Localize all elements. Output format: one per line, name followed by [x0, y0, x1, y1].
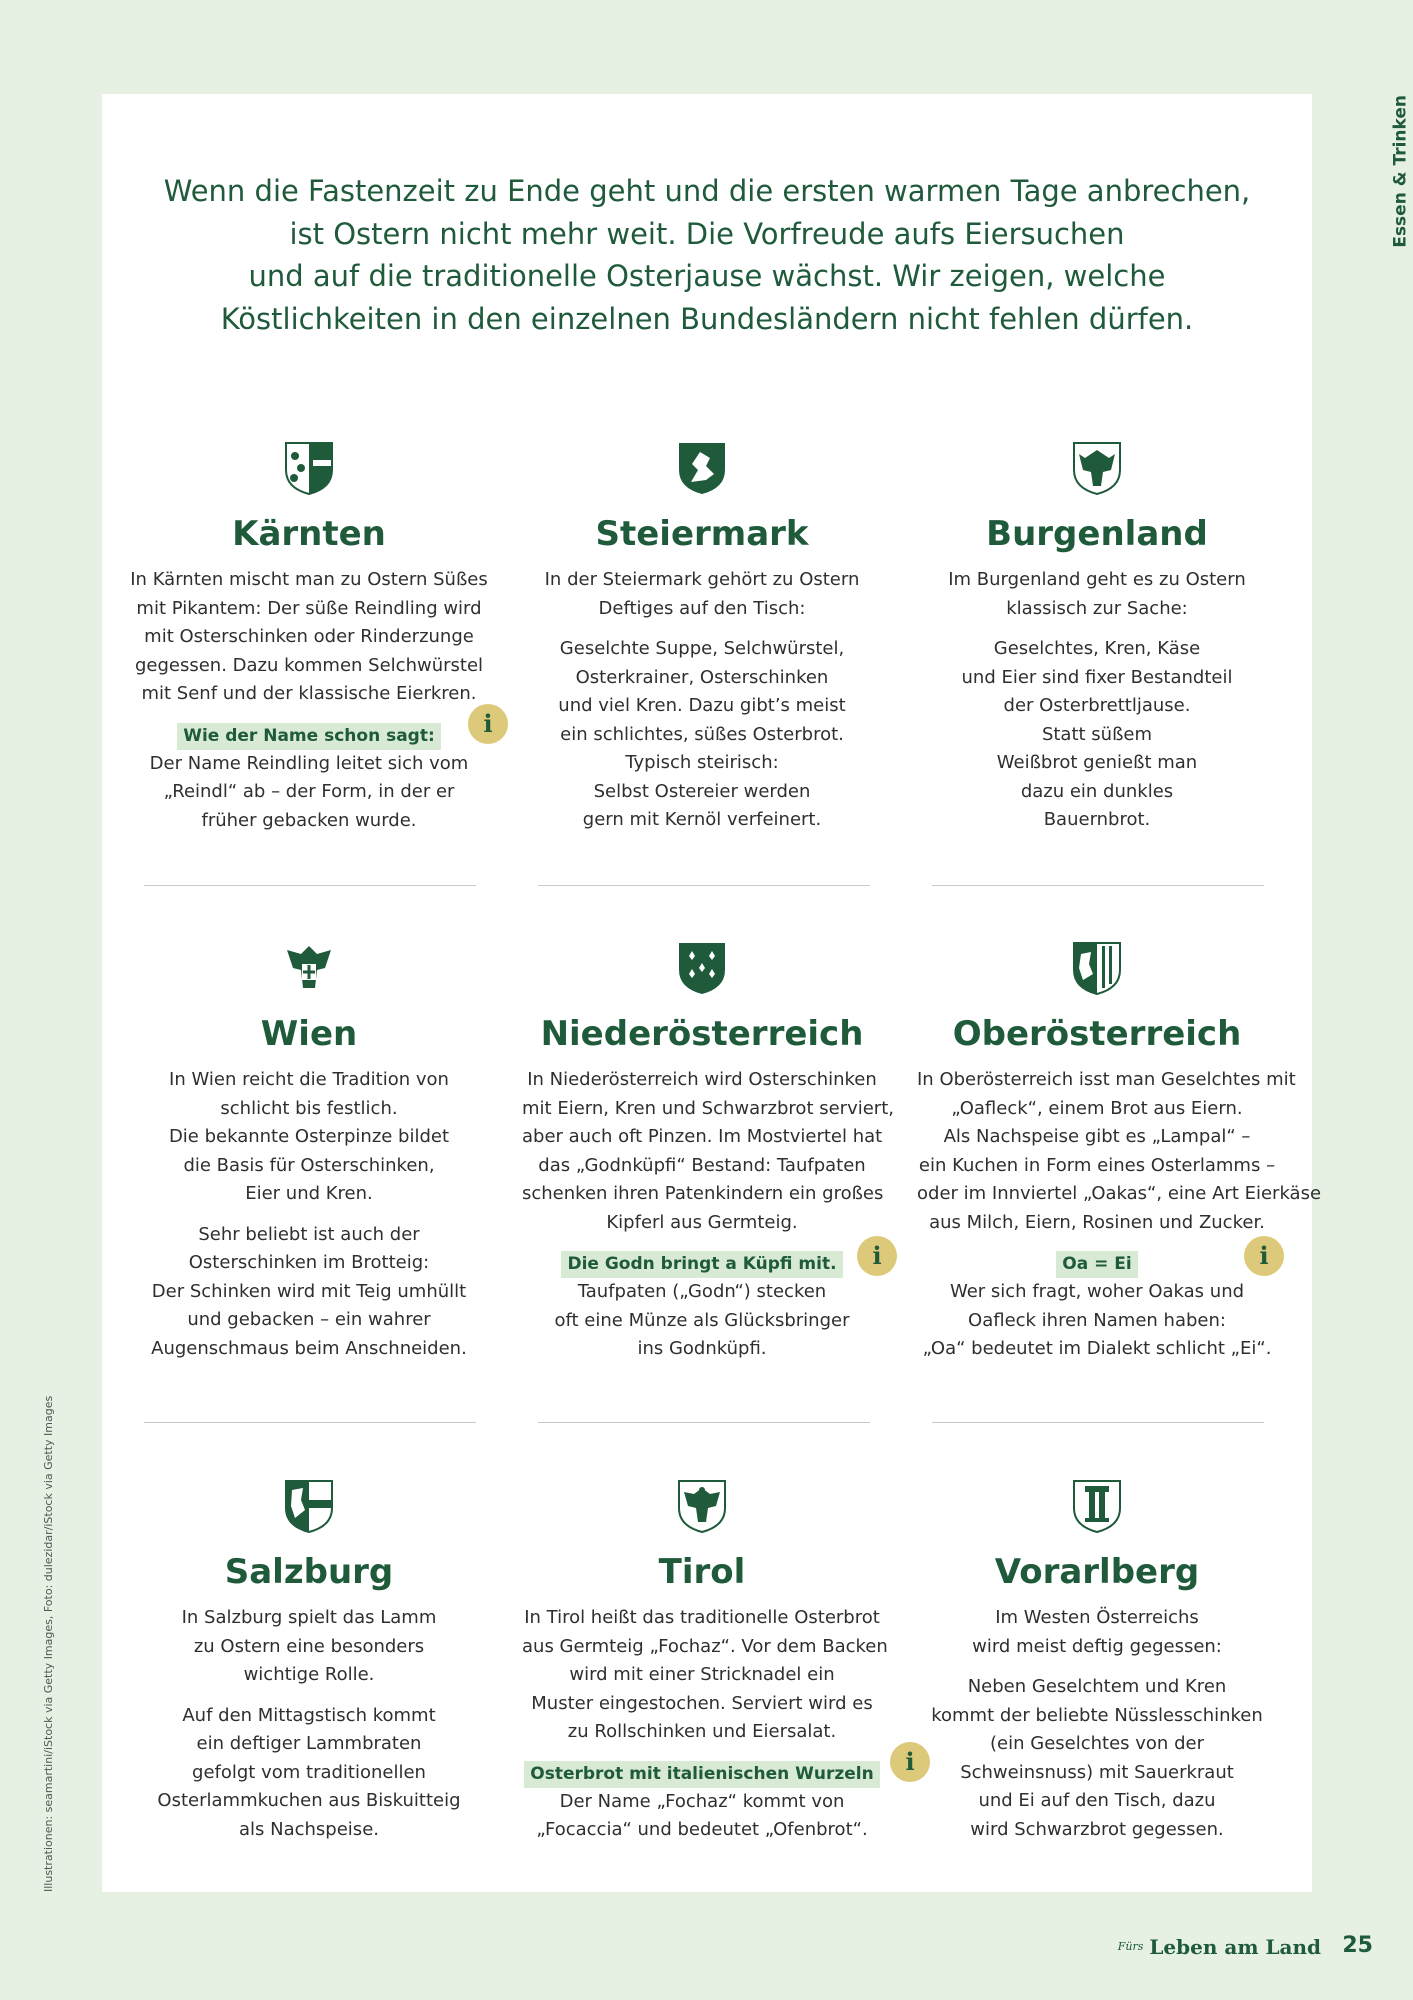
region-note: Der Name Reindling leitet sich vom „Reindl“ ab – der Form, in der er früher gebacken wurde. — [149, 752, 469, 831]
intro-line: und auf die traditionelle Osterjause wächst. Wir zeigen, welche — [248, 259, 1166, 293]
oberoesterreich-crest-icon — [1071, 940, 1123, 996]
region-title: Oberösterreich — [952, 1014, 1242, 1054]
region-text: In Salzburg spielt das Lamm zu Ostern eine besonders wichtige Rolle. — [181, 1607, 437, 1685]
info-icon: i — [857, 1236, 897, 1276]
salzburg-crest-icon — [283, 1478, 335, 1534]
divider — [538, 1422, 870, 1423]
region-title: Wien — [260, 1014, 358, 1054]
region-note: Der Name „Fochaz“ kommt von „Focaccia“ und bedeutet „Ofenbrot“. — [536, 1790, 868, 1840]
brand-prefix: Fürs — [1117, 1940, 1144, 1953]
intro-line: ist Ostern nicht mehr weit. Die Vorfreude aufs Eiersuchen — [289, 216, 1125, 251]
region-text: Auf den Mittagstisch kommt ein deftiger Lammbraten gefolgt vom traditionellen Osterlammkuchen aus Biskuitteig als Nachspeise. — [157, 1704, 461, 1840]
region-vorarlberg — [917, 1478, 1277, 1856]
info-icon: i — [890, 1742, 930, 1782]
photo-credit: Illustrationen: seamartini/iStock via Getty Images, Foto: dulezidar/iStock via Getty Images — [42, 1395, 55, 1892]
divider — [144, 1422, 476, 1423]
info-icon: i — [468, 704, 508, 744]
region-text: In Tirol heißt das traditionelle Osterbrot aus Germteig „Fochaz“. Vor dem Backen wird mit einer Stricknadel ein Muster eingestochen. Serviert wird es zu Rollschinken und Eiersalat. — [522, 1607, 888, 1742]
region-text: Geselchte Suppe, Selchwürstel, Osterkrainer, Osterschinken und viel Kren. Dazu gibt’s meist ein schlichtes, süßes Osterbrot. Typisch steirisch: Selbst Ostereier werden gern mit Kernöl verfeinert. — [558, 638, 846, 830]
vorarlberg-crest-icon — [1071, 1478, 1123, 1534]
region-title: Niederösterreich — [540, 1014, 864, 1054]
highlight-label: Wie der Name schon sagt: — [177, 723, 441, 750]
region-title: Steiermark — [595, 514, 809, 554]
brand-name: Leben am Land — [1149, 1935, 1321, 1959]
region-text: In Kärnten mischt man zu Ostern Süßes mit Pikantem: Der süße Reindling wird mit Osterschinken oder Rinderzunge gegessen. Dazu kommen Selchwürstel mit Senf und der klassische Eierkren. — [130, 569, 488, 704]
info-icon: i — [1244, 1236, 1284, 1276]
region-title: Salzburg — [224, 1552, 394, 1592]
highlight-label: Osterbrot mit italienischen Wurzeln — [524, 1761, 879, 1788]
highlight-label: Oa = Ei — [1056, 1251, 1137, 1278]
intro-text — [142, 170, 1272, 340]
region-burgenland — [917, 440, 1277, 847]
divider — [932, 885, 1264, 886]
intro-line: Wenn die Fastenzeit zu Ende geht und die ersten warmen Tage anbrechen, — [163, 174, 1251, 208]
region-text: Geselchtes, Kren, Käse und Eier sind fixer Bestandteil der Osterbrettljause. Statt süßem Weißbrot genießt man dazu ein dunkles Bauernbrot. — [961, 638, 1233, 830]
intro-line: Köstlichkeiten in den einzelnen Bundesländern nicht fehlen dürfen. — [220, 301, 1194, 336]
divider — [932, 1422, 1264, 1423]
region-wien — [129, 940, 489, 1375]
niederoesterreich-crest-icon — [676, 940, 728, 996]
tirol-crest-icon — [676, 1478, 728, 1534]
region-oberoesterreich — [917, 940, 1322, 1376]
region-text: In Wien reicht die Tradition von schlicht bis festlich. Die bekannte Osterpinze bildet die Basis für Osterschinken, Eier und Kren. — [168, 1069, 450, 1204]
region-text: In Oberösterreich isst man Geselchtes mit „Oafleck“, einem Brot aus Eiern. Als Nachspeise gibt es „Lampal“ – ein Kuchen in Form eines Osterlamms – oder im Innviertel „Oakas“, eine Art Eierkäse aus Milch, Eiern, Rosinen und Zucker. — [917, 1069, 1322, 1233]
page-number: 25 — [1342, 1933, 1373, 1958]
kaernten-crest-icon — [283, 440, 335, 496]
region-text: In Niederösterreich wird Osterschinken mit Eiern, Kren und Schwarzbrot serviert, aber auch oft Pinzen. Im Mostviertel hat das „Godnküpfi“ Bestand: Taufpaten schenken ihren Patenkindern ein großes Kipferl aus Germteig. — [522, 1069, 894, 1233]
region-niederoesterreich — [522, 940, 894, 1376]
divider — [144, 885, 476, 886]
region-note: Taufpaten („Godn“) stecken oft eine Münze als Glücksbringer ins Godnküpfi. — [554, 1281, 850, 1359]
region-steiermark — [522, 440, 882, 847]
highlight-label: Die Godn bringt a Küpfi mit. — [561, 1251, 842, 1278]
region-title: Kärnten — [232, 514, 386, 554]
region-text: In der Steiermark gehört zu Ostern Deftiges auf den Tisch: — [544, 569, 860, 619]
region-text: Neben Geselchtem und Kren kommt der beliebte Nüsslesschinken (ein Geselchtes von der Schweinsnuss) mit Sauerkraut und Ei auf den Tisch, dazu wird Schwarzbrot gegessen. — [931, 1676, 1263, 1840]
region-title: Burgenland — [986, 514, 1208, 554]
region-salzburg — [129, 1478, 489, 1856]
content-panel — [102, 94, 1322, 1892]
region-note: Wer sich fragt, woher Oakas und Oafleck ihren Namen haben: „Oa“ bedeutet im Dialekt schlicht „Ei“. — [922, 1281, 1272, 1359]
region-tirol — [522, 1478, 888, 1857]
region-text: Sehr beliebt ist auch der Osterschinken im Brotteig: Der Schinken wird mit Teig umhüllt und gebacken – ein wahrer Augenschmaus beim Anschneiden. — [151, 1223, 467, 1359]
section-tab: Essen & Trinken — [1391, 95, 1411, 248]
divider — [538, 885, 870, 886]
region-title: Tirol — [658, 1552, 746, 1592]
region-kaernten — [129, 440, 489, 847]
magazine-brand — [1118, 1935, 1321, 1959]
region-title: Vorarlberg — [994, 1552, 1200, 1592]
region-text: Im Burgenland geht es zu Ostern klassisch zur Sache: — [948, 569, 1246, 619]
wien-crest-icon — [283, 940, 335, 996]
burgenland-crest-icon — [1071, 440, 1123, 496]
region-text: Im Westen Österreichs wird meist deftig gegessen: — [972, 1607, 1222, 1657]
steiermark-crest-icon — [676, 440, 728, 496]
